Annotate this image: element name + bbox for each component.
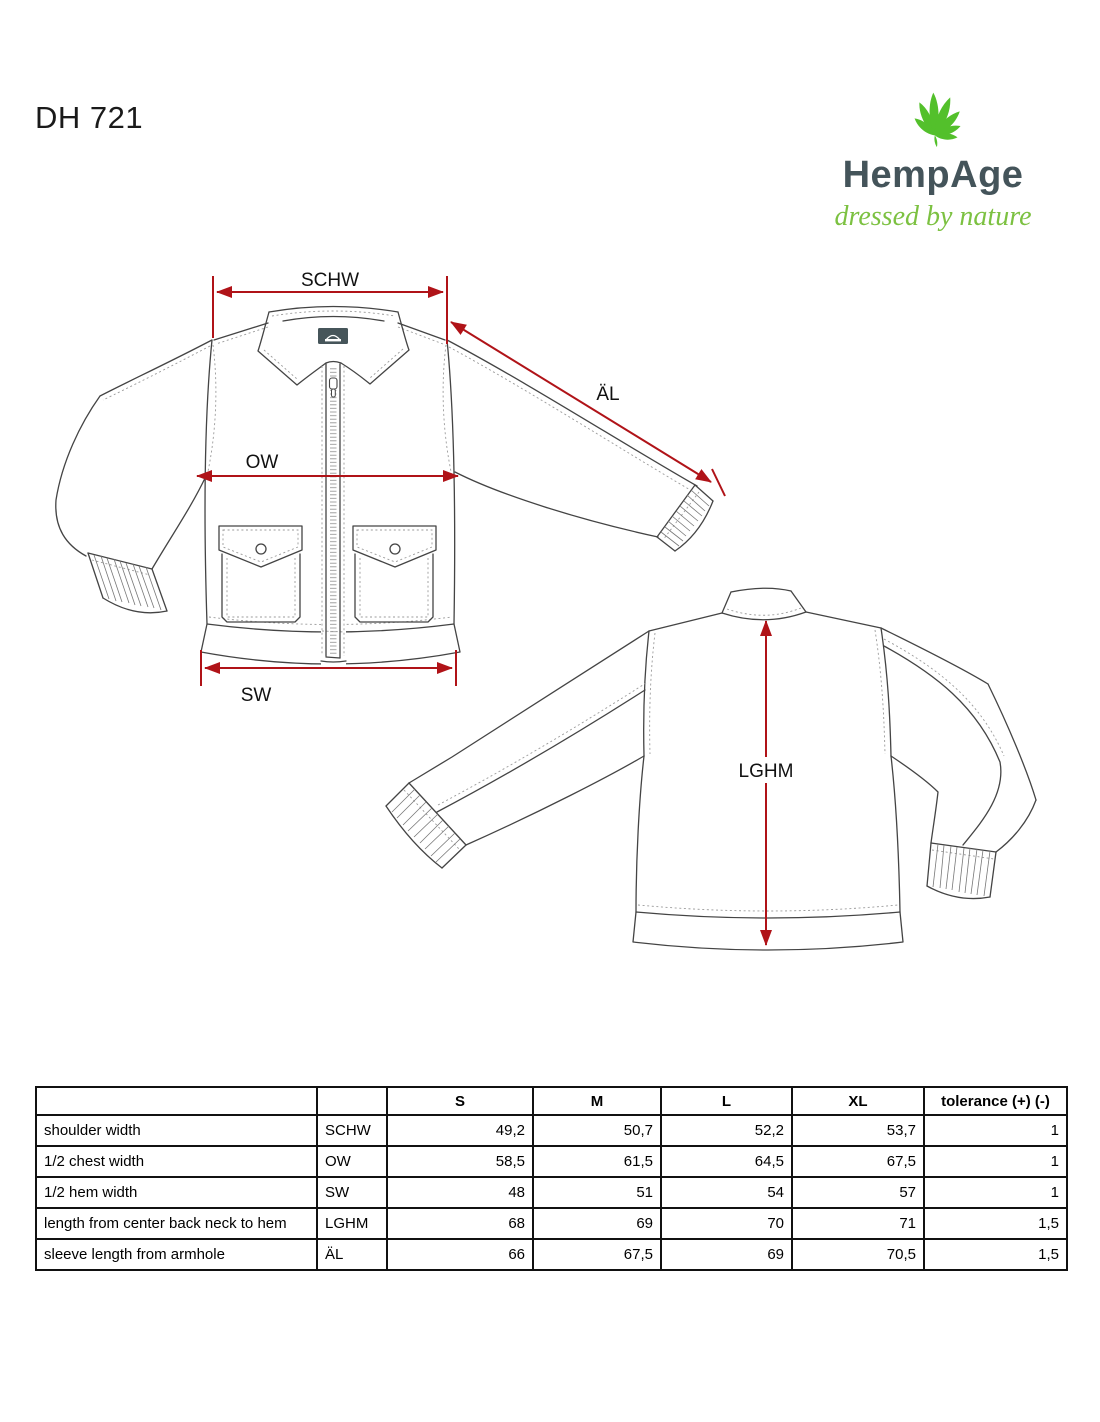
cell-label: 1/2 hem width <box>36 1177 317 1208</box>
cell-l: 69 <box>661 1239 792 1270</box>
cell-s: 48 <box>387 1177 533 1208</box>
cell-label: 1/2 chest width <box>36 1146 317 1177</box>
col-header-xl: XL <box>792 1087 924 1115</box>
table-row <box>36 1115 1067 1146</box>
cell-xl: 53,7 <box>792 1115 924 1146</box>
dim-ael <box>451 322 725 496</box>
cell-label: sleeve length from armhole <box>36 1239 317 1270</box>
back-left-cuff <box>386 783 466 868</box>
jacket-front-view <box>56 270 725 706</box>
front-right-pocket <box>353 526 436 622</box>
jacket-back-view <box>386 588 1036 950</box>
cell-code: LGHM <box>317 1208 387 1239</box>
cell-tolerance: 1,5 <box>924 1208 1067 1239</box>
cell-m: 69 <box>533 1208 661 1239</box>
table-row <box>36 1146 1067 1177</box>
cell-code: OW <box>317 1146 387 1177</box>
cell-m: 67,5 <box>533 1239 661 1270</box>
cell-label: length from center back neck to hem <box>36 1208 317 1239</box>
cell-s: 68 <box>387 1208 533 1239</box>
col-header-m: M <box>533 1087 661 1115</box>
cell-xl: 57 <box>792 1177 924 1208</box>
brand-tagline: dressed by nature <box>834 201 1032 232</box>
cell-code: ÄL <box>317 1239 387 1270</box>
dim-label-lghm: LGHM <box>738 761 794 782</box>
table-row <box>36 1177 1067 1208</box>
dim-label-sw: SW <box>240 685 272 706</box>
col-header-code <box>317 1087 387 1115</box>
front-left-cuff <box>88 553 167 613</box>
dim-label-schw: SCHW <box>300 270 360 291</box>
dim-label-ow: OW <box>245 452 279 473</box>
cell-code: SCHW <box>317 1115 387 1146</box>
table-row <box>36 1239 1067 1270</box>
cell-tolerance: 1 <box>924 1115 1067 1146</box>
dim-ow <box>197 452 458 476</box>
cell-tolerance: 1 <box>924 1177 1067 1208</box>
cell-label: shoulder width <box>36 1115 317 1146</box>
cell-xl: 70,5 <box>792 1239 924 1270</box>
table-row <box>36 1208 1067 1239</box>
size-table <box>35 1086 1068 1271</box>
col-header-l: L <box>661 1087 792 1115</box>
dim-lghm <box>739 621 795 945</box>
cell-l: 52,2 <box>661 1115 792 1146</box>
page-title: DH 721 <box>35 100 144 135</box>
back-right-cuff <box>927 843 996 899</box>
cell-l: 64,5 <box>661 1146 792 1177</box>
neck-label-tag <box>318 328 348 344</box>
col-header-description <box>36 1087 317 1115</box>
cell-l: 70 <box>661 1208 792 1239</box>
cell-s: 49,2 <box>387 1115 533 1146</box>
cell-m: 61,5 <box>533 1146 661 1177</box>
dim-label-ael: ÄL <box>596 384 620 405</box>
front-right-cuff <box>657 485 713 551</box>
cell-code: SW <box>317 1177 387 1208</box>
cell-l: 54 <box>661 1177 792 1208</box>
hemp-leaf-icon <box>818 88 1048 150</box>
col-header-s: S <box>387 1087 533 1115</box>
cell-xl: 67,5 <box>792 1146 924 1177</box>
brand-logo <box>818 88 1048 233</box>
cell-m: 50,7 <box>533 1115 661 1146</box>
size-table-header-row <box>36 1087 1067 1115</box>
cell-tolerance: 1 <box>924 1146 1067 1177</box>
cell-s: 66 <box>387 1239 533 1270</box>
cell-xl: 71 <box>792 1208 924 1239</box>
front-left-pocket <box>219 526 302 622</box>
brand-wordmark: HempAge <box>842 154 1024 196</box>
cell-tolerance: 1,5 <box>924 1239 1067 1270</box>
zipper <box>322 364 344 658</box>
cell-m: 51 <box>533 1177 661 1208</box>
cell-s: 58,5 <box>387 1146 533 1177</box>
col-header-tolerance: tolerance (+) (-) <box>924 1087 1067 1115</box>
